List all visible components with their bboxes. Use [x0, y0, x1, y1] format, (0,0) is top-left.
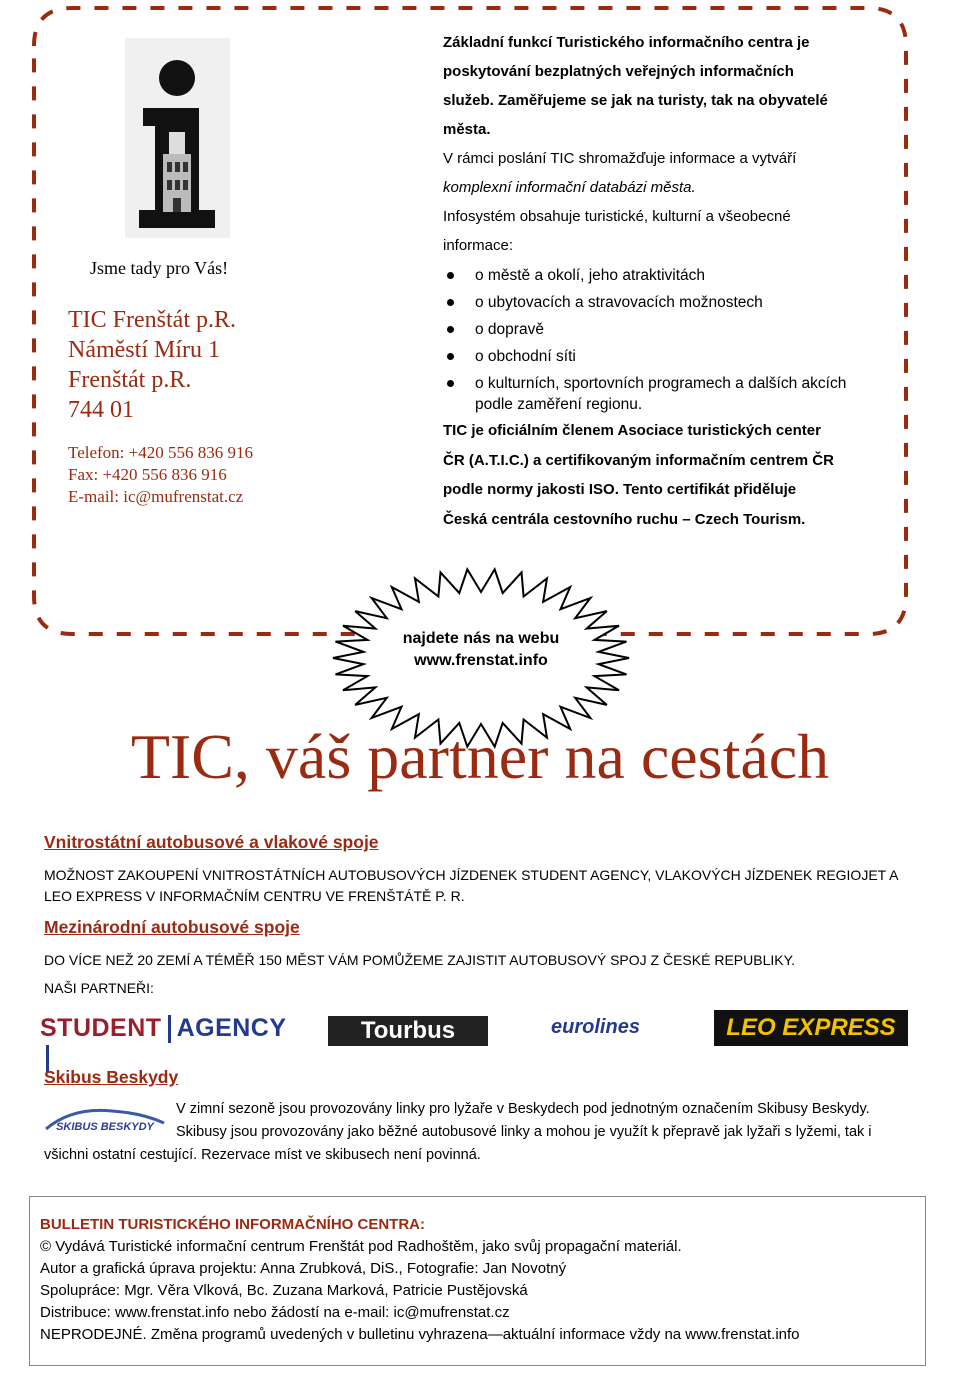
- footer-title: BULLETIN TURISTICKÉHO INFORMAČNÍHO CENTRA:: [40, 1216, 425, 1233]
- footer-line-5: NEPRODEJNÉ. Změna programů uvedených v bulletinu vyhrazena—aktuální informace vždy na www.frenstat.info: [40, 1326, 800, 1343]
- agency-text: AGENCY: [176, 1014, 287, 1042]
- leo-express-logo: LEO EXPRESS: [714, 1010, 908, 1046]
- international-text: DO VÍCE NEŽ 20 ZEMÍ A TÉMĚŘ 150 MĚST VÁM POMŮŽEME ZAJISTIT AUTOBUSOVÝ SPOJ Z ČESKÉ REPUBLIKY.: [44, 952, 796, 968]
- web-text: [370, 628, 592, 672]
- city: Frenštát p.R.: [68, 367, 192, 393]
- skibus-logo-text: SKIBUS BESKYDY: [56, 1121, 154, 1133]
- phone: Telefon: +420 556 836 916: [68, 443, 253, 462]
- international-title: Mezinárodní autobusové spoje: [44, 917, 300, 937]
- info-logo: [125, 38, 230, 238]
- fax: Fax: +420 556 836 916: [68, 465, 227, 484]
- greeting: Jsme tady pro Vás!: [90, 258, 229, 278]
- intro-paragraph-3: Infosystém obsahuje turistické, kulturní a všeobecné informace:: [443, 208, 791, 254]
- membership-text: TIC je oficiálním členem Asociace turistických center ČR (A.T.I.C.) a certifikovaným informačním centrem ČR podle normy jakosti ISO. Tento certifikát přiděluje Česká centrála cestovního ruchu – Czech Tourism.: [443, 422, 834, 528]
- list-item: o dopravě: [443, 319, 873, 340]
- student-text: STUDENT: [40, 1014, 162, 1042]
- web-label: najdete nás na webu: [402, 630, 560, 647]
- list-item: o obchodní síti: [443, 346, 873, 367]
- footer-line-4: Distribuce: www.frenstat.info nebo žádostí na e-mail: ic@mufrenstat.cz: [40, 1304, 510, 1321]
- intro-paragraph-2: [443, 144, 843, 202]
- eurolines-logo: eurolines: [551, 1016, 640, 1038]
- intro-p2-b: komplexní informační databázi města.: [443, 179, 696, 196]
- domestic-title: Vnitrostátní autobusové a vlakové spoje: [44, 832, 379, 852]
- partners-label: NAŠI PARTNEŘI:: [44, 980, 154, 996]
- domestic-text: MOŽNOST ZAKOUPENÍ VNITROSTÁTNÍCH AUTOBUSOVÝCH JÍZDENEK STUDENT AGENCY, VLAKOVÝCH JÍZDENEK REGIOJET A LEO EXPRESS V INFORMAČNÍM CENTRU VE FRENŠTÁTĚ P. R.: [44, 867, 898, 904]
- student-agency-logo: [40, 1014, 290, 1046]
- web-link[interactable]: www.frenstat.info: [414, 652, 548, 669]
- skibus-line-1: V zimní sezoně jsou provozovány linky pro lyžaře v Beskydech pod jednotným označením Skibusy Beskydy.: [176, 1101, 870, 1117]
- zip: 744 01: [68, 397, 134, 423]
- skibus-text: [44, 1098, 934, 1167]
- intro-p2-a: V rámci poslání TIC shromažďuje informace a vytváří: [443, 150, 797, 167]
- list-item: o ubytovacích a stravovacích možnostech: [443, 292, 873, 313]
- intro-text: [443, 28, 843, 260]
- skibus-line-2: Skibusy jsou provozovány jako běžné autobusové linky a mohou je využít k přepravě jak lyžaři s lyžemi, tak i: [176, 1124, 872, 1140]
- info-list: [443, 265, 873, 421]
- skibus-title: Skibus Beskydy: [44, 1067, 179, 1087]
- headline: TIC, váš partner na cestách: [130, 721, 830, 792]
- list-item: o městě a okolí, jeho atraktivitách: [443, 265, 873, 286]
- footer-line-1: © Vydává Turistické informační centrum Frenštát pod Radhoštěm, jako svůj propagační materiál.: [40, 1238, 682, 1255]
- address: [68, 305, 308, 425]
- footer-line-2: Autor a grafická úprava projektu: Anna Zrubková, DiS., Fotografie: Jan Novotný: [40, 1260, 567, 1277]
- skibus-line-3: všichni ostatní cestující. Rezervace míst ve skibusech není povinná.: [44, 1147, 481, 1163]
- footer: [40, 1214, 920, 1346]
- street: Náměstí Míru 1: [68, 337, 220, 363]
- office-name: TIC Frenštát p.R.: [68, 307, 236, 333]
- list-item: o kulturních, sportovních programech a dalších akcích podle zaměření regionu.: [443, 373, 873, 415]
- email[interactable]: E-mail: ic@mufrenstat.cz: [68, 487, 244, 506]
- partner-logos: [40, 1008, 920, 1052]
- intro-paragraph-1: Základní funkcí Turistického informačního centra je poskytování bezplatných veřejných informačních služeb. Zaměřujeme se jak na turisty, tak na obyvatelé města.: [443, 34, 828, 138]
- info-i-with-town-hall-icon: [125, 38, 230, 238]
- contact-block: [68, 258, 308, 508]
- footer-line-3: Spolupráce: Mgr. Věra Vlková, Bc. Zuzana Marková, Patricie Pustějovská: [40, 1282, 528, 1299]
- contact-details: [68, 442, 308, 508]
- tourbus-logo: Tourbus: [328, 1016, 488, 1046]
